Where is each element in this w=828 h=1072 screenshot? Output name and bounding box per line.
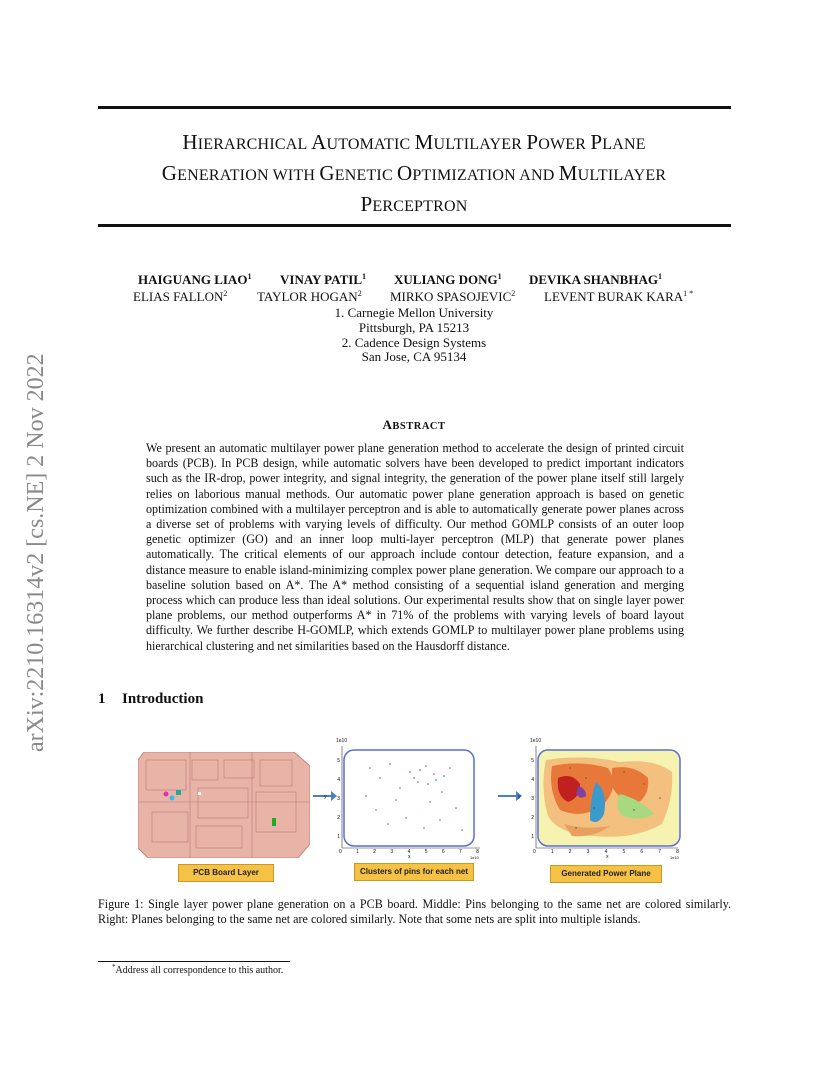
clusters-plot — [324, 738, 490, 860]
title-initial: O — [397, 161, 413, 185]
figure-caption: Figure 1: Single layer power plane generation on a PCB board. Middle: Pins belonging to the same net are colored similarly. Right: Planes belonging to the same net are colored similarly. Note that some nets are split into multiple islands. — [98, 897, 731, 927]
x-axis-label: x — [408, 854, 411, 860]
x-tick: 7 — [658, 849, 662, 855]
y-tick: 2 — [531, 815, 534, 821]
x-tick: 2 — [373, 849, 377, 855]
y-tick: 5 — [531, 758, 534, 764]
plot-scale-x: 1e10 — [470, 855, 479, 860]
author-name: MIRKO SPASOJEVIC$^2$ — [390, 289, 516, 304]
plot-scale-y: 1e10 — [530, 738, 542, 744]
x-tick: 6 — [441, 849, 445, 855]
figure-label-pcb: PCB Board Layer — [178, 864, 274, 882]
y-tick: 2 — [337, 815, 340, 821]
author-name: VINAY PATIL$^1$ — [280, 272, 366, 287]
title-line-1 — [80, 128, 748, 159]
y-tick: 3 — [337, 796, 340, 802]
arxiv-sidebar-stamp: arXiv:2210.16314v2 [cs.NE] 2 Nov 2022 — [23, 353, 49, 752]
author-row-1 — [138, 272, 251, 288]
author-name: LEVENT BURAK $KARA^{1 *}$ — [544, 289, 694, 304]
plot-axes — [330, 738, 490, 860]
x-tick: 8 — [676, 849, 679, 855]
title-word-rest: ERCEPTRON — [372, 198, 468, 215]
figure-label-power-plane: Generated Power Plane — [550, 865, 662, 883]
title-word-rest: OWER — [538, 136, 591, 153]
x-tick: 4 — [407, 849, 411, 855]
title-word-rest: IERARCHICAL — [197, 136, 312, 153]
y-tick: 4 — [531, 777, 534, 783]
affiliation-line: 2. Cadence Design Systems — [341, 335, 487, 350]
footnote-rule — [98, 961, 290, 962]
title-line-2 — [80, 159, 748, 190]
section-heading — [98, 691, 203, 708]
x-tick: 3 — [390, 849, 394, 855]
x-tick: 5 — [622, 849, 626, 855]
y-tick: 4 — [337, 777, 340, 783]
title-word-rest: PTIMIZATION AND — [412, 167, 559, 184]
author-name: DEVIKA SHANBHAG$^1$ — [529, 272, 662, 287]
y-axis-label: y — [324, 794, 327, 800]
title-initial: P — [526, 130, 539, 154]
plot-scale-y: 1e10 — [336, 738, 348, 744]
paper-title — [80, 128, 748, 221]
title-initial: M — [414, 130, 434, 154]
x-tick: 0 — [339, 849, 342, 855]
x-tick: 6 — [640, 849, 644, 855]
author-name: XULIANG DONG$^1$ — [394, 272, 502, 287]
x-tick: 5 — [424, 849, 428, 855]
author-name: HAIGUANG LIAO$^1$ — [138, 272, 252, 287]
title-initial: H — [182, 130, 198, 154]
top-rule — [98, 106, 731, 109]
y-ticks — [332, 752, 340, 847]
plot-scale-x: 1e10 — [670, 855, 679, 860]
title-word-rest: ENETIC — [334, 167, 398, 184]
section-title: Introduction — [122, 691, 204, 707]
title-word-rest: UTOMATIC — [326, 136, 415, 153]
x-tick: 1 — [550, 849, 554, 855]
x-tick: 0 — [533, 849, 536, 855]
pcb-board-image — [138, 752, 310, 858]
title-line-3 — [80, 190, 748, 221]
x-tick: 1 — [356, 849, 359, 855]
title-word-rest: ENERATION WITH — [177, 167, 320, 184]
y-ticks — [526, 752, 534, 847]
title-initial: G — [161, 161, 178, 185]
x-axis-label: x — [606, 854, 609, 860]
y-axis-label: y — [518, 794, 521, 800]
affiliation-line: Pittsburgh, PA 15213 — [358, 320, 470, 335]
y-tick: 1 — [531, 834, 534, 840]
title-initial: M — [558, 161, 578, 185]
plot-axes — [524, 738, 688, 860]
x-tick: 3 — [586, 849, 590, 855]
affiliation-line: San Jose, CA 95134 — [361, 349, 467, 364]
title-initial: A — [311, 130, 327, 154]
author-name: TAYLOR HOGAN$^2$ — [257, 289, 362, 304]
y-tick: 3 — [531, 796, 534, 802]
title-bottom-rule — [98, 224, 731, 227]
x-tick: 4 — [604, 849, 608, 855]
title-initial: G — [319, 161, 335, 185]
y-tick: 5 — [337, 758, 340, 764]
x-tick: 2 — [568, 849, 572, 855]
footnote: *Address all correspondence to this author. — [112, 963, 284, 976]
affiliation-line: 1. Carnegie Mellon University — [334, 305, 494, 320]
figure-1 — [98, 738, 731, 886]
title-initial: P — [360, 192, 373, 216]
author-name: ELIAS FALLON$^2$ — [133, 289, 228, 304]
x-tick: 8 — [476, 849, 479, 855]
abstract-body: We present an automatic multilayer power plane generation method to accelerate the design of printed circuit boards (PCB). In PCB design, while automatic solvers have been developed to predict important indicators such as the IR-drop, power integrity, and signal integrity, the generation of the power plane itself still largely relies on laborious manual methods. Our automatic power plane generation approach is based on genetic optimization combined with a multilayer perceptron and is able to automatically generate power planes across a diverse set of problems with varying levels of difficulty. Our method GOMLP consists of an outer loop genetic optimizer (GO) and an inner loop multi-layer perceptron (MLP) that generate power planes automatically. The critical elements of our approach include contour detection, feature expansion, and a distance measure to enable island-minimizing complex power plane generation. We compare our approach to a baseline solution based on A*. The A* method consisting of a sequential island generation and merging process which can produce less than ideal solutions. Our experimental results show that on single layer power plane problems, our method outperforms A* in 71% of the problems with varying levels of board layout difficulty. We further describe H-GOMLP, which extends GOMLP to multilayer power plane problems using hierarchical clustering and net similarities based on the Hausdorff distance. — [146, 441, 684, 653]
title-word-rest: ULTILAYER — [433, 136, 527, 153]
abstract-heading: ABSTRACT — [382, 417, 446, 432]
power-plane-plot — [518, 738, 688, 860]
x-tick: 7 — [458, 849, 462, 855]
figure-label-clusters: Clusters of pins for each net — [354, 863, 474, 881]
title-word-rest: LANE — [602, 136, 646, 153]
section-number: 1 — [98, 691, 106, 707]
title-initial: P — [590, 130, 603, 154]
y-tick: 1 — [337, 834, 340, 840]
title-word-rest: ULTILAYER — [577, 167, 667, 184]
